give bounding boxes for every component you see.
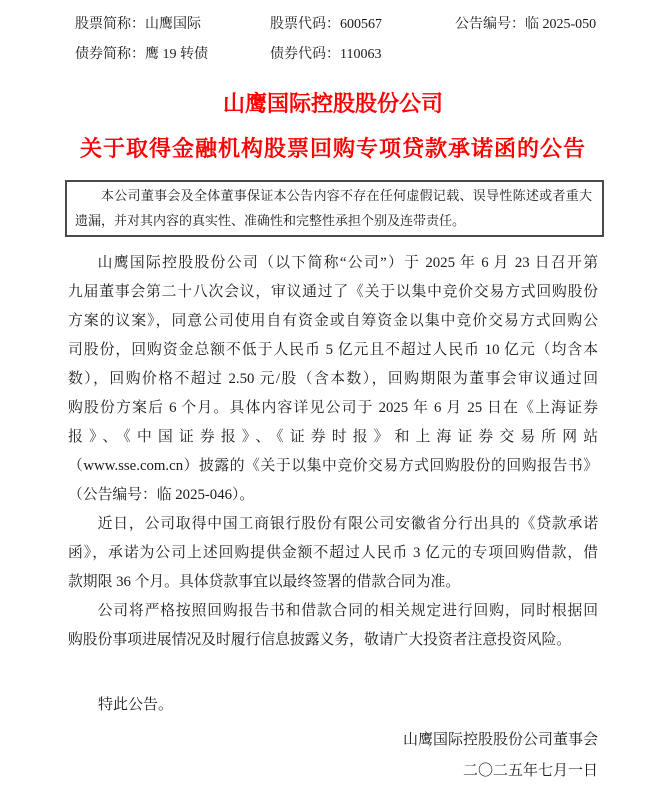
paragraph-line: 近日，公司取得中国工商银行股份有限公司安徽省分行出具的《贷款承诺	[97, 516, 598, 532]
paragraph-line: 报》、《中国证券报》、《证券时报》和上海证券交易所网站	[68, 429, 598, 445]
disclaimer-line: 本公司董事会及全体董事保证本公告内容不存在任何虚假记载、误导性陈述或者重大	[101, 188, 592, 203]
paragraph-line: 函》，承诺为公司上述回购提供金额不超过人民币 3 亿元的专项回购借款，借	[68, 545, 598, 561]
paragraph-risk-notice	[68, 597, 598, 655]
paragraph-line: 购股份事项进展情况及时履行信息披露义务，敬请广大投资者注意投资风险。	[68, 632, 572, 648]
header-row-stock	[75, 10, 666, 40]
stock-short-name: 股票简称：山鹰国际	[75, 17, 201, 32]
header-row-bond	[75, 40, 666, 70]
announcement-number: 公告编号：临 2025-050	[455, 17, 597, 32]
paragraph-loan-commitment	[68, 510, 598, 597]
bond-short-name: 债券简称：鹰 19 转债	[75, 47, 208, 62]
paragraph-line: 购股份方案后 6 个月。具体内容详见公司于 2025 年 6 月 25 日在《上海证券	[68, 400, 598, 416]
stock-code: 股票代码：600567	[270, 17, 382, 32]
board-disclaimer-box	[65, 180, 604, 237]
paragraph-line: 公司将严格按照回购报告书和借款合同的相关规定进行回购，同时根据回	[97, 603, 598, 619]
signature-date: 二〇二五年七月一日	[462, 763, 598, 779]
paragraph-line: 数），回购价格不超过 2.50 元/股（含本数），回购期限为董事会审议通过回	[68, 371, 598, 387]
bond-code: 债券代码：110063	[270, 47, 382, 62]
announcement-title: 关于取得金融机构股票回购专项贷款承诺函的公告	[79, 136, 586, 161]
announcement-body	[68, 249, 598, 655]
paragraph-line: （公告编号：临 2025-046）。	[68, 487, 255, 503]
disclaimer-line: 遗漏，并对其内容的真实性、准确性和完整性承担个别及连带责任。	[75, 213, 466, 228]
announcement-page	[0, 10, 666, 791]
signature-block	[0, 725, 598, 787]
security-info-header	[75, 10, 666, 70]
paragraph-line: 山鹰国际控股股份公司（以下简称“公司”）于 2025 年 6 月 23 日召开第	[97, 255, 598, 271]
header-spacer	[455, 40, 666, 70]
paragraph-line: 款期限 36 个月。具体贷款事宜以最终签署的借款合同为准。	[68, 574, 461, 590]
closing-statement: 特此公告。	[98, 697, 174, 713]
paragraph-line: 九届董事会第二十八次会议，审议通过了《关于以集中竞价交易方式回购股份	[68, 284, 598, 300]
company-title: 山鹰国际控股股份公司	[222, 91, 443, 116]
paragraph-line: 司股份，回购资金总额不低于人民币 5 亿元且不超过人民币 10 亿元（均含本	[68, 342, 598, 358]
paragraph-line: （www.sse.com.cn）披露的《关于以集中竞价交易方式回购股份的回购报告书》	[68, 458, 598, 474]
paragraph-buyback-plan	[68, 249, 598, 510]
signature-board: 山鹰国际控股股份公司董事会	[402, 732, 598, 748]
paragraph-line: 方案的议案》，同意公司使用自有资金或自筹资金以集中竞价交易方式回购公	[68, 313, 598, 329]
